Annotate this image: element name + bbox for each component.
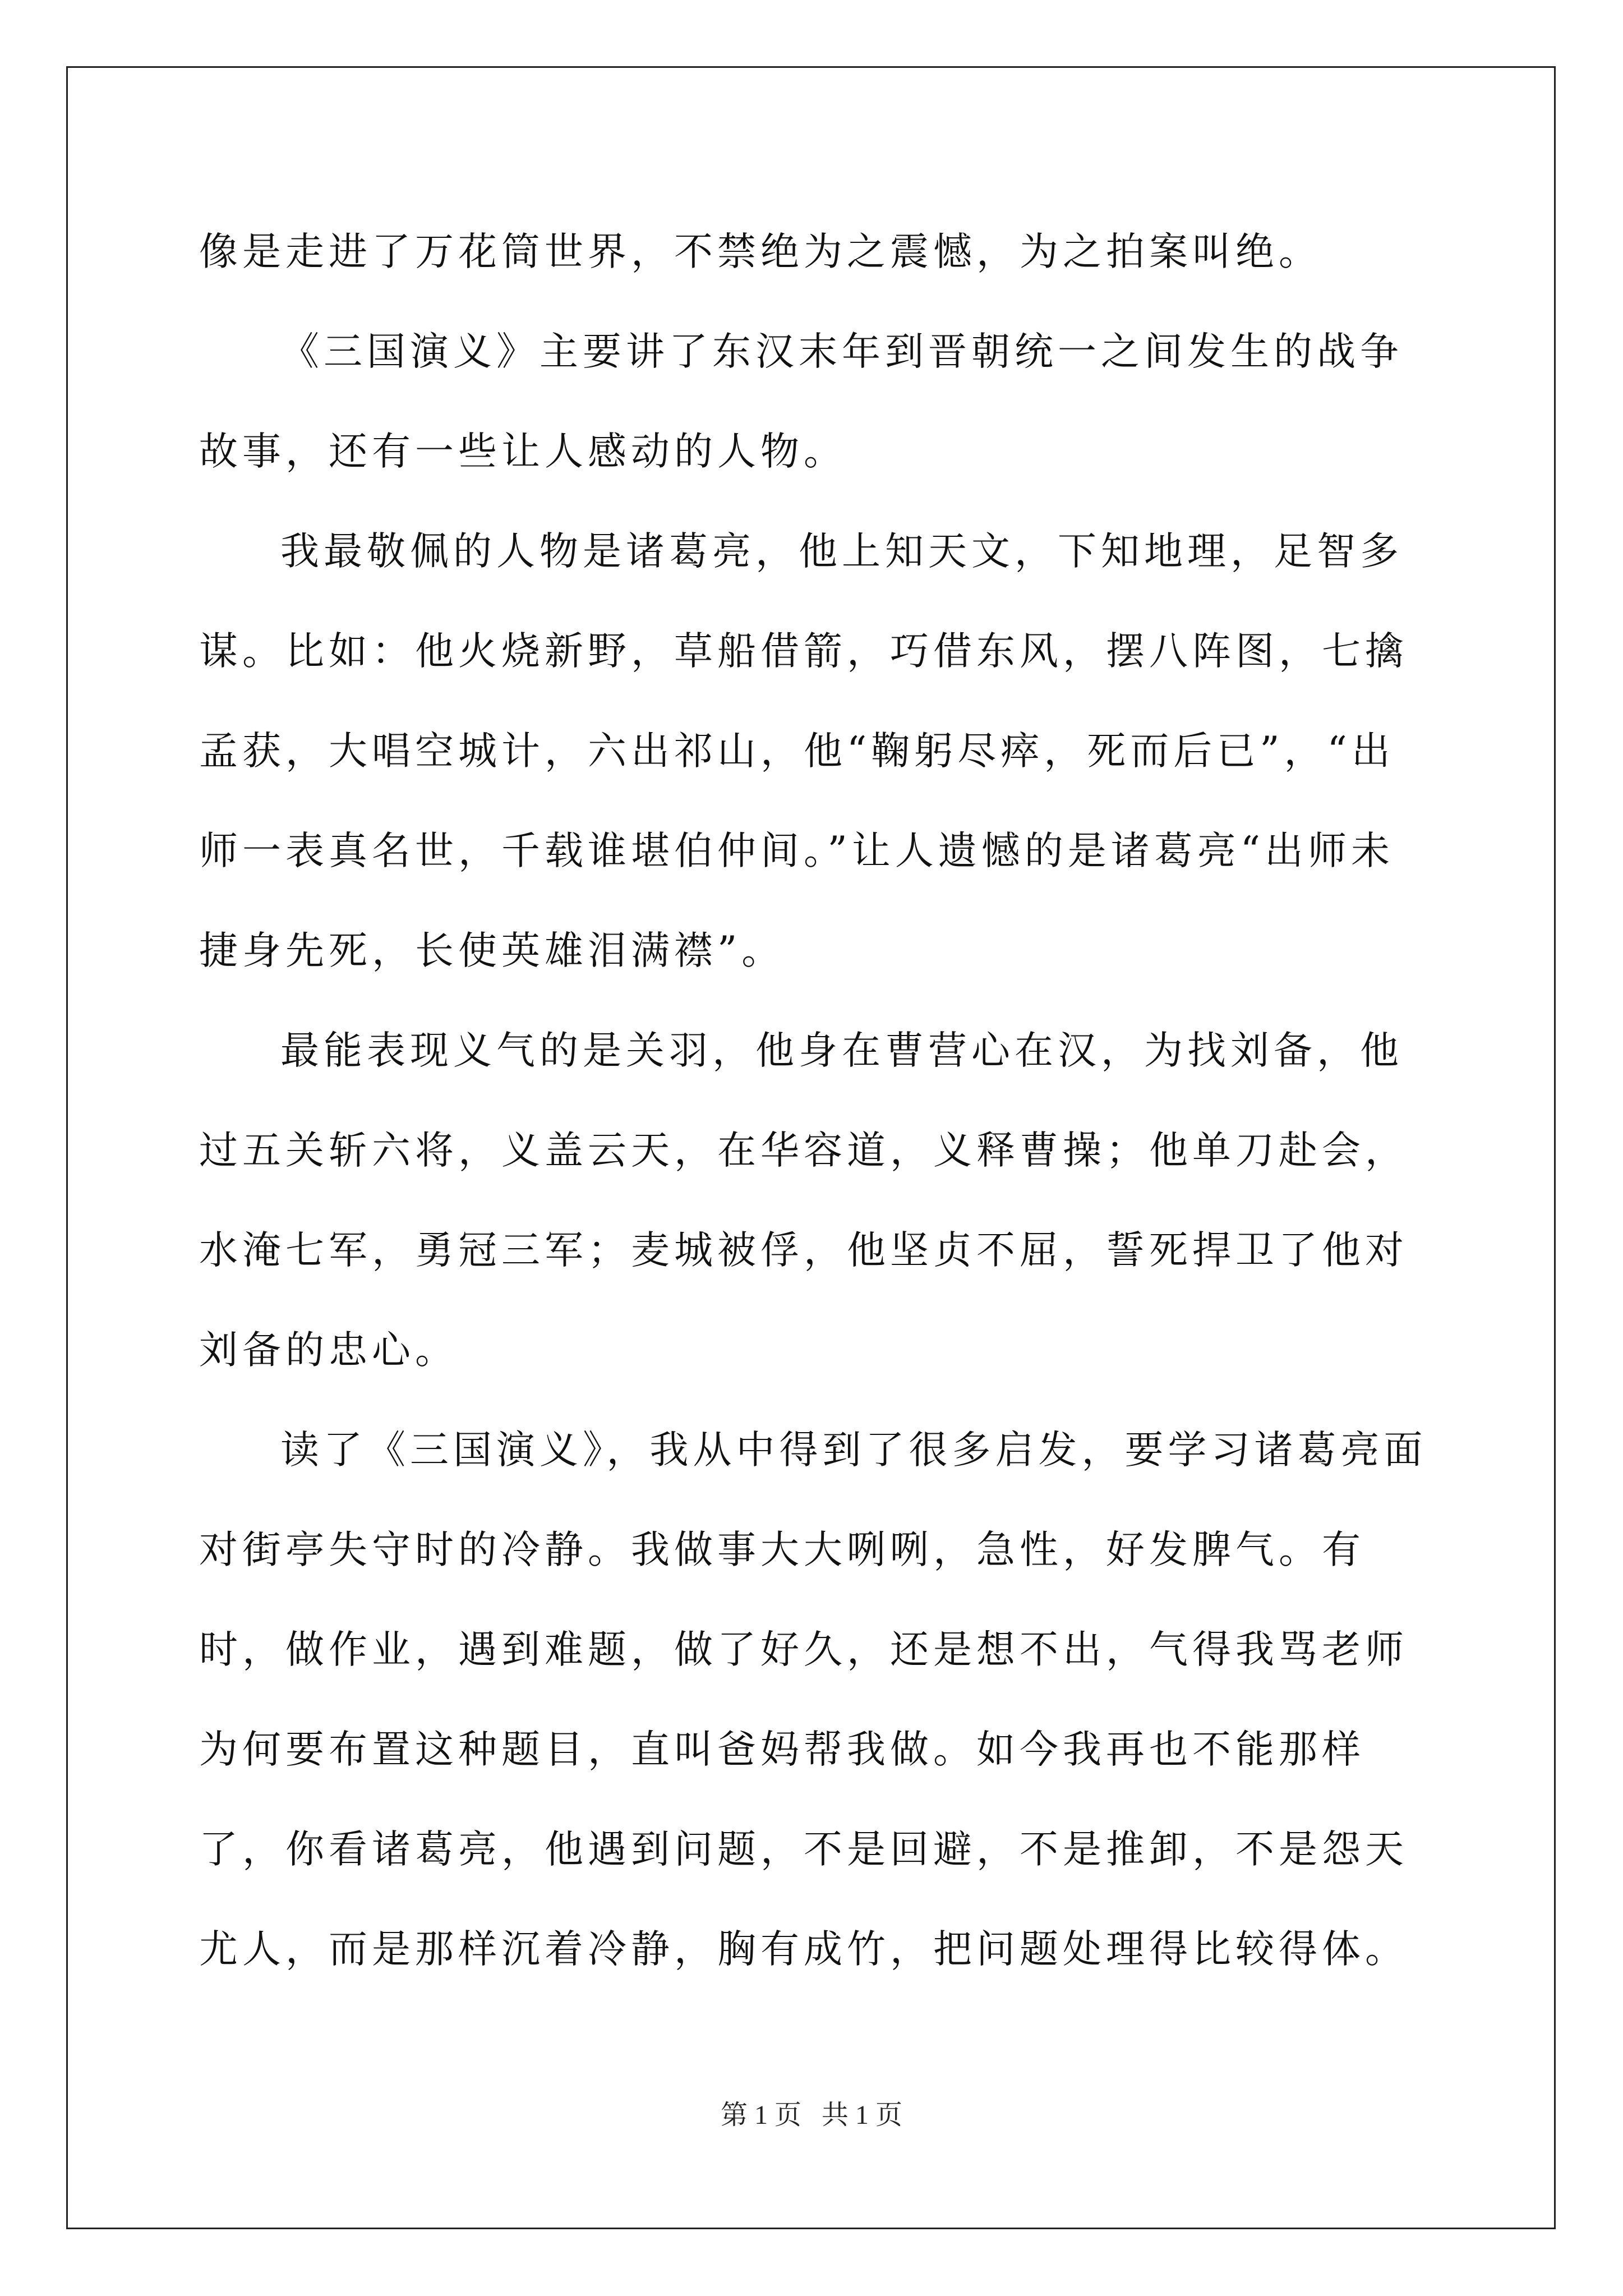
page-footer	[0, 2099, 1623, 2132]
paragraph-4: 最能表现义气的是关羽，他身在曹营心在汉，为找刘备，他过五关斩六将，义盖云天，在华容道，义释曹操；他单刀赴会，水淹七军，勇冠三军；麦城被俘，他坚贞不屈，誓死捍卫了他对刘备的忠心。	[199, 1028, 1408, 1373]
paragraph-5: 读了《三国演义》，我从中得到了很多启发，要学习诸葛亮面对街亭失守时的冷静。我做事大大咧咧，急性，好发脾气。有时，做作业，遇到难题，做了好久，还是想不出，气得我骂老师为何要布置这种题目，直叫爸妈帮我做。如今我再也不能那样了，你看诸葛亮，他遇到问题，不是回避，不是推卸，不是怨天尤人，而是那样沉着冷静，胸有成竹，把问题处理得比较得体。	[199, 1428, 1427, 1972]
page-number: 第 1 页	[720, 2100, 801, 2130]
total-pages: 共 1 页	[822, 2100, 903, 2130]
document-body	[199, 202, 1433, 1999]
paragraph-3: 我最敬佩的人物是诸葛亮，他上知天文，下知地理，足智多谋。比如：他火烧新野，草船借箭，巧借东风，摆八阵图，七擒孟获，大唱空城计，六出祁山，他“鞠躬尽瘁，死而后已”，“出师一表真名世，千载谁堪伯仲间。”让人遗憾的是诸葛亮“出师未捷身先死，长使英雄泪满襟”。	[199, 529, 1408, 973]
paragraph-1: 像是走进了万花筒世界，不禁绝为之震憾，为之拍案叫绝。	[199, 229, 1322, 274]
paragraph-2: 《三国演义》主要讲了东汉末年到晋朝统一之间发生的战争故事，还有一些让人感动的人物。	[199, 329, 1403, 474]
